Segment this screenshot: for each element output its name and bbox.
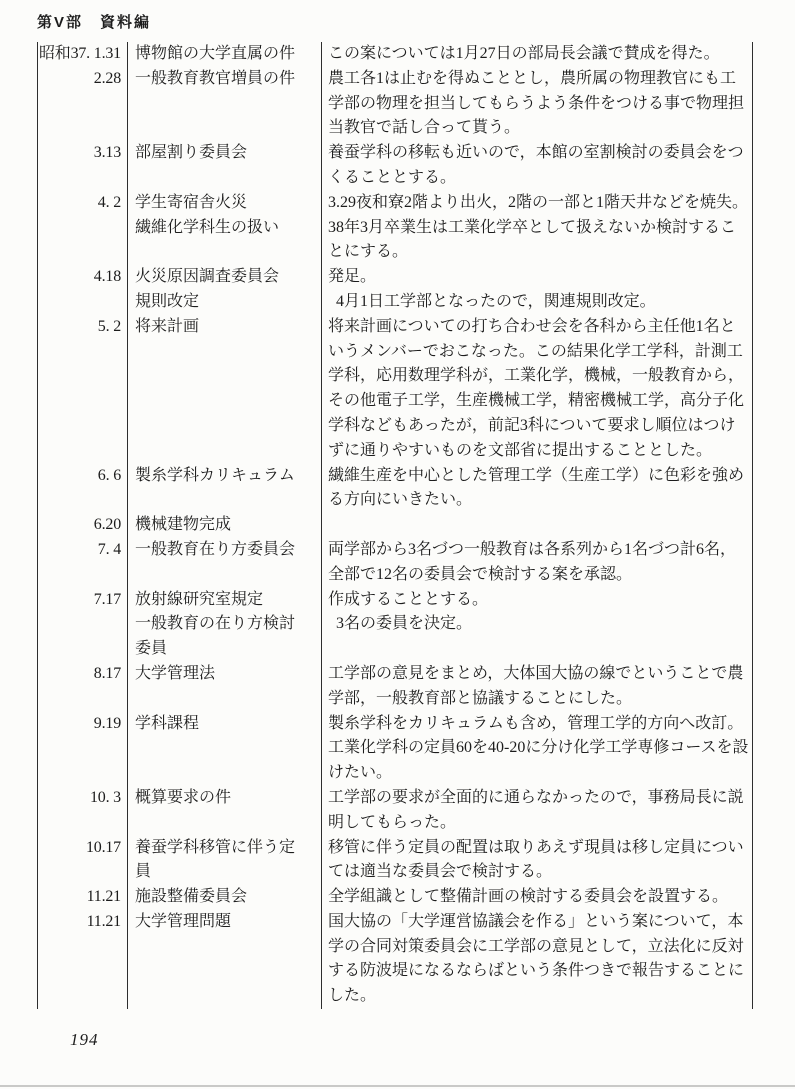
detail-cell (322, 538, 752, 588)
chronology-table (37, 42, 753, 1009)
text-line: 11.21 (86, 912, 121, 930)
text-line: 工学部の意見をまとめ，大体国大協の線でということで農学部，一般教育部と協議することにした。 (328, 664, 744, 707)
text-line: 11.21 (86, 888, 121, 906)
table-row (38, 910, 752, 1009)
subject-cell (128, 315, 322, 464)
table-row (38, 786, 752, 836)
detail-cell (322, 588, 752, 662)
table-row (38, 191, 752, 265)
date-cell (38, 885, 128, 910)
text-line: 両学部から3名づつ一般教育は各系列から1名づつ計6名，全部で12名の委員会で検討する案を承認。 (328, 540, 737, 583)
text-line: 放射線研究室規定 (135, 590, 264, 608)
table-row (38, 836, 752, 886)
subject-cell (128, 141, 322, 191)
subject-cell (128, 513, 322, 538)
text-line: 製糸学科カリキュラム (135, 466, 295, 484)
detail-cell (322, 513, 752, 538)
date-cell (38, 464, 128, 514)
detail-cell (322, 141, 752, 191)
subject-cell (128, 712, 322, 786)
text-line: この案については1月27日の部局長会議で賛成を得た。 (328, 45, 720, 62)
table-row (38, 315, 752, 464)
table-row (38, 42, 752, 67)
text-line: 6. 6 (97, 466, 121, 484)
subject-cell (128, 885, 322, 910)
text-line: 2.28 (93, 69, 121, 87)
table-row (38, 662, 752, 712)
text-line: 5. 2 (97, 317, 121, 335)
table-row (38, 141, 752, 191)
date-cell (38, 42, 128, 67)
subject-cell (128, 42, 322, 67)
text-line: 4月1日工学部となったので，関連規則改定。 (328, 292, 656, 310)
detail-cell (322, 265, 752, 315)
text-line: 火災原因調査委員会 (135, 268, 280, 286)
text-line: 3.13 (93, 144, 121, 162)
date-cell (38, 265, 128, 315)
detail-cell (322, 885, 752, 910)
text-line: 7.17 (93, 590, 121, 608)
text-line: 一般教育在り方委員会 (135, 540, 296, 558)
text-line: 4. 2 (97, 193, 121, 211)
text-line: 3.29夜和寮2階より出火，2階の一部と1階天井などを焼失。 (328, 193, 749, 211)
page-number: 194 (70, 1030, 99, 1049)
detail-cell (322, 67, 752, 141)
date-cell (38, 141, 128, 191)
date-cell (38, 910, 128, 1009)
date-cell (38, 588, 128, 662)
text-line: 学生寄宿舎火災 (135, 193, 248, 211)
subject-cell (128, 662, 322, 712)
text-line: 養蚕学科の移転も近いので，本館の室割検討の委員会をつくることとする。 (328, 144, 744, 186)
text-line: 規則改定 (135, 292, 200, 310)
text-line: 6.20 (93, 516, 121, 534)
table-row (38, 885, 752, 910)
text-line: 3名の委員を決定。 (328, 615, 473, 633)
table-row (38, 513, 752, 538)
date-cell (38, 538, 128, 588)
detail-cell (322, 786, 752, 836)
subject-cell (128, 588, 322, 662)
text-line: 4.18 (93, 268, 121, 286)
text-line: 7. 4 (97, 540, 121, 558)
detail-cell (322, 315, 752, 464)
text-line: 一般教育教官増員の件 (135, 69, 296, 87)
table-row (38, 464, 752, 514)
detail-cell (322, 464, 752, 514)
text-line: 部屋割り委員会 (135, 144, 248, 162)
subject-cell (128, 67, 322, 141)
subject-cell (128, 836, 322, 886)
subject-cell (128, 191, 322, 265)
detail-cell (322, 191, 752, 265)
text-line: 機械建物完成 (135, 516, 232, 534)
subject-cell (128, 464, 322, 514)
detail-cell (322, 662, 752, 712)
text-line: 国大協の「大学運営協議会を作る」という案について，本学の合同対策委員会に工学部の意見として，立法化に反対する防波堤になるならばという条件つきで報告することにした。 (328, 912, 745, 1005)
detail-cell (322, 910, 752, 1009)
text-line: 養蚕学科移管に伴う定員 (135, 838, 296, 881)
text-line: 将来計画についての打ち合わせ会を各科から主任他1名というメンバーでおこなった。この結果化学工学科，計測工学科，応用数理学科が，工業化学，機械，一般教育から，その他電子工学，生産機械工学，精密機械工学，高分子化学科などもあったが，前記3科について要求し順位はつけずに通りやすいものを文部省に提出することとした。 (328, 317, 745, 459)
date-cell (38, 836, 128, 886)
table-row (38, 67, 752, 141)
date-cell (38, 662, 128, 712)
table-row (38, 265, 752, 315)
text-line: 10.17 (85, 838, 121, 856)
text-line: 8.17 (93, 664, 121, 682)
running-header: 第V部 資料編 (37, 14, 152, 31)
text-line: 一般教育の在り方検討委員 (135, 615, 296, 658)
table-row (38, 588, 752, 662)
detail-cell (322, 712, 752, 786)
table-row (38, 538, 752, 588)
text-line: 大学管理法 (135, 664, 216, 682)
text-line: 工学部の要求が全面的に通らなかったので，事務局長に説明してもらった。 (328, 788, 744, 831)
text-line: 将来計画 (135, 317, 200, 335)
table-row (38, 712, 752, 786)
date-cell (38, 191, 128, 265)
text-line: 移管に伴う定員の配置は取りあえず現員は移し定員については適当な委員会で検討する。 (328, 838, 744, 881)
text-line: 大学管理問題 (135, 912, 232, 930)
date-cell (38, 712, 128, 786)
text-line: 製糸学科をカリキュラムも含め，管理工学的方向へ改訂。工業化学科の定員60を40-20に分け化学工学専修コースを設けたい。 (328, 714, 749, 782)
text-line: 繊維生産を中心とした管理工学（生産工学）に色彩を強める方向にいきたい。 (328, 466, 745, 509)
text-line: 博物館の大学直属の件 (135, 45, 296, 62)
subject-cell (128, 265, 322, 315)
text-line: 全学組識として整備計画の検討する委員会を設置する。 (328, 888, 729, 906)
text-line: 発足。 (328, 268, 377, 286)
detail-cell (322, 42, 752, 67)
text-line: 概算要求の件 (135, 788, 232, 806)
text-line: 施設整備委員会 (135, 888, 248, 906)
text-line: 昭和37. 1.31 (38, 45, 121, 62)
text-line: 農工各1は止むを得ぬこととし，農所属の物理教官にも工学部の物理を担当してもらうよう条件をつける事で物理担当教官で話し合って貰う。 (328, 69, 745, 137)
subject-cell (128, 910, 322, 1009)
date-cell (38, 67, 128, 141)
date-cell (38, 786, 128, 836)
text-line: 38年3月卒業生は工業化学卒として扱えないか検討することにする。 (328, 218, 737, 261)
detail-cell (322, 836, 752, 886)
scan-edge-artifact (0, 1085, 795, 1087)
date-cell (38, 315, 128, 464)
text-line: 繊維化学科生の扱い (135, 218, 280, 236)
text-line: 10. 3 (89, 788, 121, 806)
text-line: 学科課程 (135, 714, 200, 732)
subject-cell (128, 538, 322, 588)
subject-cell (128, 786, 322, 836)
date-cell (38, 513, 128, 538)
text-line: 作成することとする。 (328, 590, 489, 608)
text-line: 9.19 (93, 714, 121, 732)
